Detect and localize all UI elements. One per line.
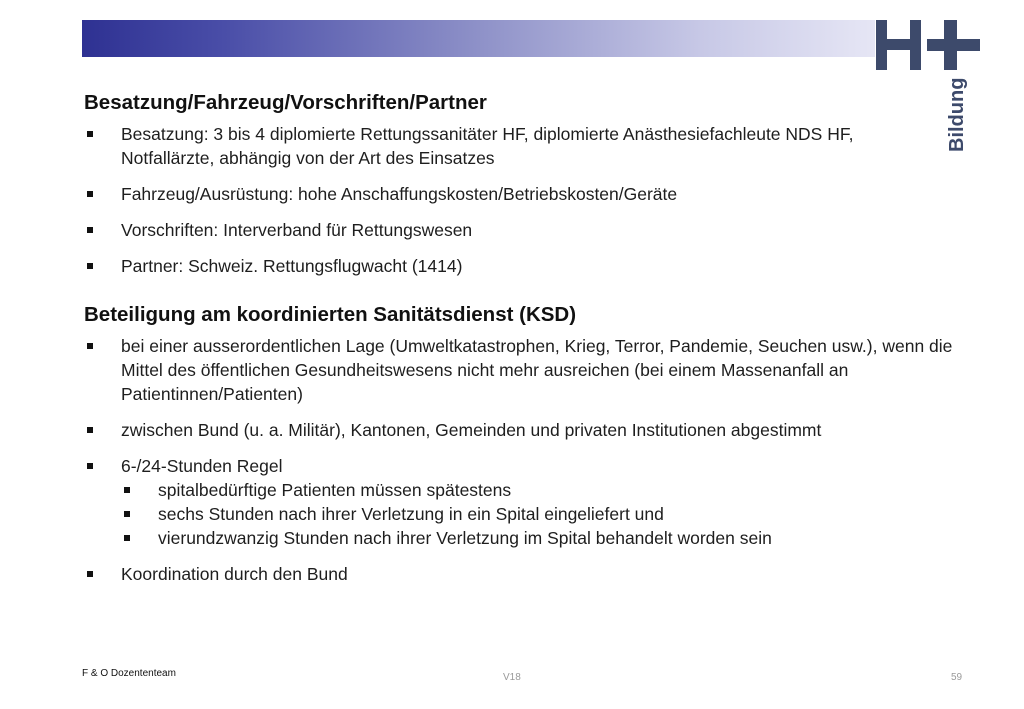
section1-item-partner: Partner: Schweiz. Rettungsflugwacht (1414) [84,254,964,278]
section1-list [84,122,964,278]
section1-title: Besatzung/Fahrzeug/Vorschriften/Partner [84,91,487,114]
stunden-regel-label: 6-/24-Stunden Regel [121,456,283,476]
section2-item-koordination: Koordination durch den Bund [84,562,964,586]
footer-version: V18 [503,672,521,683]
sub-item-sechs-stunden: sechs Stunden nach ihrer Verletzung in ein Spital eingeliefert und [121,502,964,526]
section2-list [84,334,964,586]
sub-item-vierundzwanzig-stunden: vierundzwanzig Stunden nach ihrer Verletzung im Spital behandelt worden sein [121,526,964,550]
logo-subtext: Bildung [946,77,968,152]
section1-item-vorschriften: Vorschriften: Interverband für Rettungswesen [84,218,964,242]
header-gradient-bar [82,20,875,57]
section1-item-fahrzeug: Fahrzeug/Ausrüstung: hohe Anschaffungskosten/Betriebskosten/Geräte [84,182,964,206]
section1-item-besatzung: Besatzung: 3 bis 4 diplomierte Rettungssanitäter HF, diplomierte Anästhesiefachleute NDS HF, Notfallärzte, abhängig von der Art des Einsatzes [84,122,891,170]
stunden-regel-sublist [121,478,964,550]
section2-item-stunden-regel [84,454,964,550]
section2-title: Beteiligung am koordinierten Sanitätsdienst (KSD) [84,303,577,326]
section2-item-ausserordentliche-lage: bei einer ausserordentlichen Lage (Umweltkatastrophen, Krieg, Terror, Pandemie, Seuchen usw.), wenn die Mittel des öffentlichen Gesundheitswesens nicht mehr ausreichen (bei einem Massenanfall an Patientinnen/Patienten) [84,334,956,406]
footer-author: F & O Dozententeam [82,668,176,679]
sub-item-spitalbeduerftig: spitalbedürftige Patienten müssen spätestens [121,478,964,502]
section2-item-abgestimmt: zwischen Bund (u. a. Militär), Kantonen, Gemeinden und privaten Institutionen abgestimmt [84,418,964,442]
slide-content [84,90,964,586]
page-number: 59 [951,672,963,683]
